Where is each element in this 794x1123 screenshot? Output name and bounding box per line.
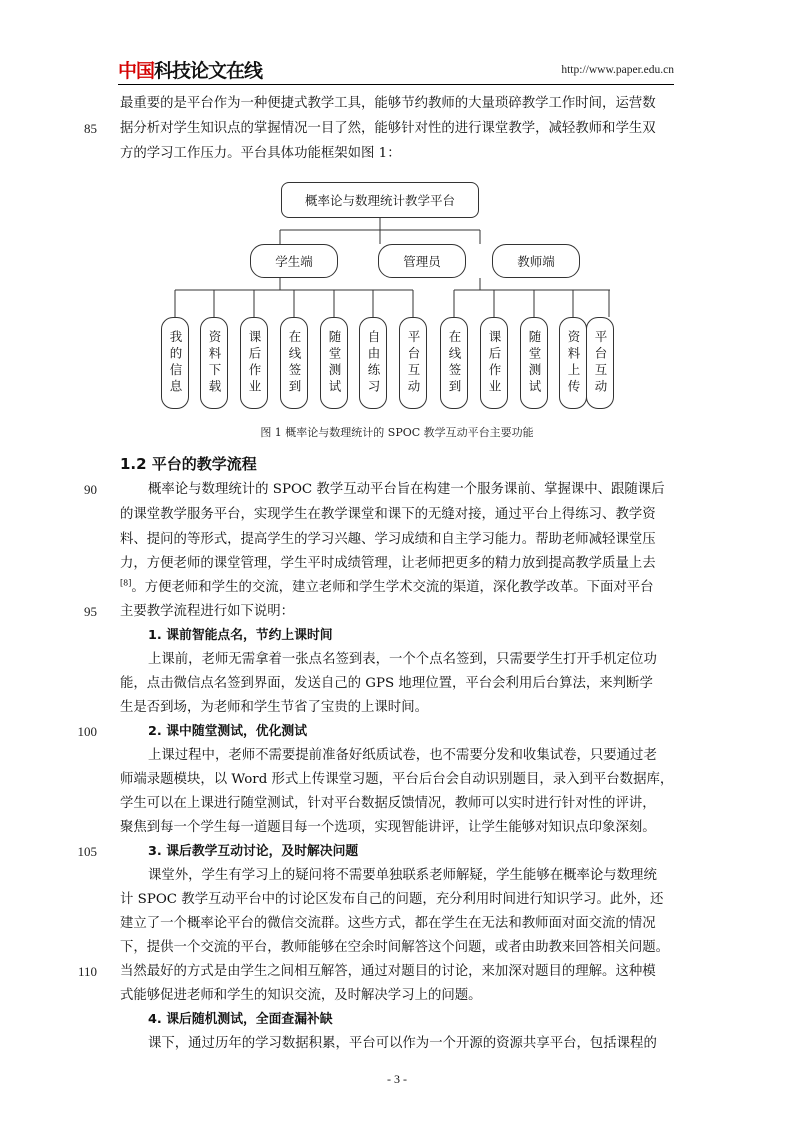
para-line: 力，方便老师的课堂管理，学生平时成绩管理，让老师把更多的精力放到提高教学质量上去 [120, 556, 656, 571]
para-line: 课堂外，学生有学习上的疑问将不需要单独联系老师解疑，学生能够在概率论与数理统 [148, 868, 657, 883]
diagram-leaf-teacher: 课后作业 [480, 317, 508, 409]
line-number: 90 [84, 482, 97, 497]
diagram-leaf-teacher: 平台互动 [586, 317, 614, 409]
intro-line: 最重要的是平台作为一种便捷式教学工具，能够节约教师的大量琐碎教学工作时间，运营数 [120, 96, 656, 111]
journal-logo [118, 56, 262, 83]
para-line: 当然最好的方式是由学生之间相互解答，通过对题目的讨论，来加深对题目的理解。这种模 [120, 964, 656, 979]
para-line: 聚焦到每一个学生每一道题目每一个选项，实现智能讲评，让学生能够对知识点印象深刻。 [120, 820, 656, 835]
logo-black-part: 科技论文在线 [154, 60, 263, 82]
item-title: 4. 课后随机测试，全面查漏补缺 [148, 1012, 333, 1027]
diagram-root-node: 概率论与数理统计教学平台 [281, 182, 479, 218]
function-framework-diagram [150, 170, 610, 425]
diagram-node-student: 学生端 [250, 244, 338, 278]
page-number: - 3 - [387, 1072, 407, 1086]
line-number: 85 [84, 121, 97, 136]
para-line: 课下，通过历年的学习数据积累，平台可以作为一个开源的资源共享平台，包括课程的 [148, 1036, 657, 1051]
line-number: 105 [77, 844, 97, 859]
diagram-leaf-student: 课后作业 [240, 317, 268, 409]
line-number: 95 [84, 604, 97, 619]
header-rule [118, 84, 674, 85]
intro-line: 方的学习工作压力。平台具体功能框架如图 1： [120, 146, 401, 161]
diagram-leaf-student: 在线签到 [280, 317, 308, 409]
diagram-leaf-student: 资料下载 [200, 317, 228, 409]
para-line: 学生可以在上课进行随堂测试，针对平台数据反馈情况，教师可以实时进行针对性的评讲， [120, 796, 656, 811]
diagram-leaf-student: 平台互动 [399, 317, 427, 409]
para-line-text: 。方便老师和学生的交流，建立老师和学生学术交流的渠道，深化教学改革。下面对平台 [131, 580, 654, 595]
para-line [120, 576, 676, 600]
diagram-node-admin: 管理员 [378, 244, 466, 278]
item-title: 3. 课后教学互动讨论，及时解决问题 [148, 844, 359, 859]
line-number: 110 [77, 964, 97, 979]
page-header [118, 56, 674, 82]
diagram-leaf-teacher: 随堂测试 [520, 317, 548, 409]
para-line: 建立了一个概率论平台的微信交流群。这些方式，都在学生在无法和教师面对面交流的情况 [120, 916, 656, 931]
figure-caption: 图 1 概率论与数理统计的 SPOC 教学互动平台主要功能 [260, 426, 534, 439]
section-title: 1.2 平台的教学流程 [120, 455, 257, 473]
diagram-node-teacher: 教师端 [492, 244, 580, 278]
para-line: 料、提问的等形式，提高学生的学习兴趣、学习成绩和自主学习能力。帮助老师减轻课堂压 [120, 532, 656, 547]
intro-line: 据分析对学生知识点的掌握情况一目了然，能够针对性的进行课堂教学，减轻教师和学生双 [120, 121, 656, 136]
para-line: 式能够促进老师和学生的知识交流，及时解决学习上的问题。 [120, 988, 482, 1003]
para-line: 上课过程中，老师不需要提前准备好纸质试卷，也不需要分发和收集试卷，只要通过老 [148, 748, 657, 763]
para-line: 概率论与数理统计的 SPOC 教学互动平台旨在构建一个服务课前、掌握课中、跟随课后 [148, 482, 665, 497]
diagram-leaf-student: 随堂测试 [320, 317, 348, 409]
para-line: 主要教学流程进行如下说明： [120, 604, 295, 619]
para-line: 计 SPOC 教学互动平台中的讨论区发布自己的问题，充分利用时间进行知识学习。此外，还 [120, 892, 664, 907]
diagram-leaf-student: 自由练习 [359, 317, 387, 409]
diagram-leaf-teacher: 在线签到 [440, 317, 468, 409]
para-line: 的课堂教学服务平台，实现学生在教学课堂和课下的无缝对接，通过平台上得练习、教学资 [120, 507, 656, 522]
header-url[interactable]: http://www.paper.edu.cn [561, 64, 674, 76]
diagram-leaf-student: 我的信息 [161, 317, 189, 409]
line-number: 100 [77, 724, 97, 739]
para-line: 下，提供一个交流的平台，教师能够在空余时间解答这个问题，或者由助教来回答相关问题。 [120, 940, 670, 955]
logo-red-part: 中国 [118, 60, 155, 82]
citation-ref[interactable]: [8] [120, 578, 132, 588]
para-line: 能，点击微信点名签到界面，发送自己的 GPS 地理位置，平台会利用后台算法，来判断学 [120, 676, 653, 691]
item-title: 2. 课中随堂测试，优化测试 [148, 724, 307, 739]
diagram-leaf-teacher: 资料上传 [559, 317, 587, 409]
item-title: 1. 课前智能点名，节约上课时间 [148, 628, 333, 643]
para-line: 师端录题模块，以 Word 形式上传课堂习题，平台后台会自动识别题目，录入到平台数据库， [120, 772, 674, 787]
para-line: 上课前，老师无需拿着一张点名签到表，一个个点名签到，只需要学生打开手机定位功 [148, 652, 657, 667]
para-line: 生是否到场，为老师和学生节省了宝贵的上课时间。 [120, 700, 428, 715]
